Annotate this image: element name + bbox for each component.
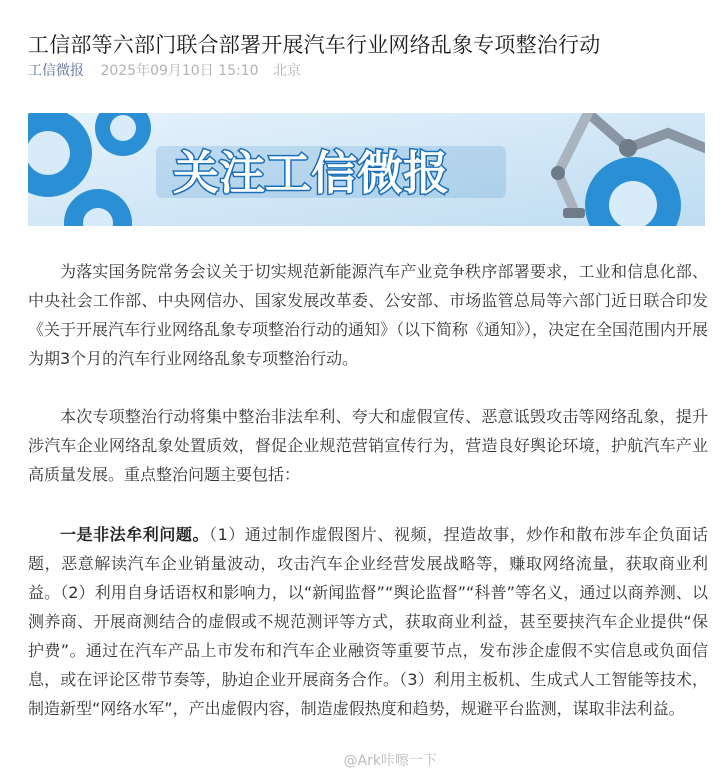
publish-date: 2025年09月10日 15:10: [100, 63, 259, 79]
watermark: @Ark咔嚓一下: [343, 753, 437, 769]
paragraph-3-body: （1）通过制作虚假图片、视频，捏造故事，炒作和散布涉车企负面话题，恶意解读汽车企业销量波动，攻击汽车企业经营发展战略等，赚取网络流量，获取商业利益。（2）利用自身话语权和影响力，以“新闻监督”“舆论监督”“科普”等名义，通过以商养测、以测养商、开展商测结合的虚假或不规范测评等方式，获取商业利益，甚至要挟汽车企业提供“保护费”。通过在汽车产品上市发布和汽车企业融资等重要节点，发布涉企虚假不实信息或负面信息，或在评论区带节奏等，胁迫企业开展商务合作。（3）利用主板机、生成式人工智能等技术，制造新型“网络水军”，产出虚假内容，制造虚假热度和趋势，规避平台监测，谋取非法利益。: [28, 525, 708, 718]
article-meta: [28, 60, 301, 82]
paragraph-2: 本次专项整治行动将集中整治非法牟利、夸大和虚假宣传、恶意诋毁攻击等网络乱象，提升涉汽车企业网络乱象处置质效，督促企业规范营销宣传行为，营造良好舆论环境，护航汽车产业高质量发展。重点整治问题主要包括：: [28, 407, 708, 484]
banner-image: [28, 113, 705, 226]
paragraph-3-lead: 一是非法牟利问题。: [60, 525, 210, 544]
banner-graphic: [28, 113, 705, 226]
article-title: 工信部等六部门联合部署开展汽车行业网络乱象专项整治行动: [28, 33, 601, 58]
paragraph-1: 为落实国务院常务会议关于切实规范新能源汽车产业竞争秩序部署要求，工业和信息化部、中央社会工作部、中央网信办、国家发展改革委、公安部、市场监管总局等六部门近日联合印发《关于开展汽车行业网络乱象专项整治行动的通知》（以下简称《通知》），决定在全国范围内开展为期3个月的汽车行业网络乱象专项整治行动。: [28, 262, 709, 368]
paragraph-3: [28, 520, 708, 723]
source-link[interactable]: 工信微报: [28, 63, 84, 79]
publish-location: 北京: [272, 63, 301, 79]
banner-text: 关注工信微报: [173, 146, 449, 200]
